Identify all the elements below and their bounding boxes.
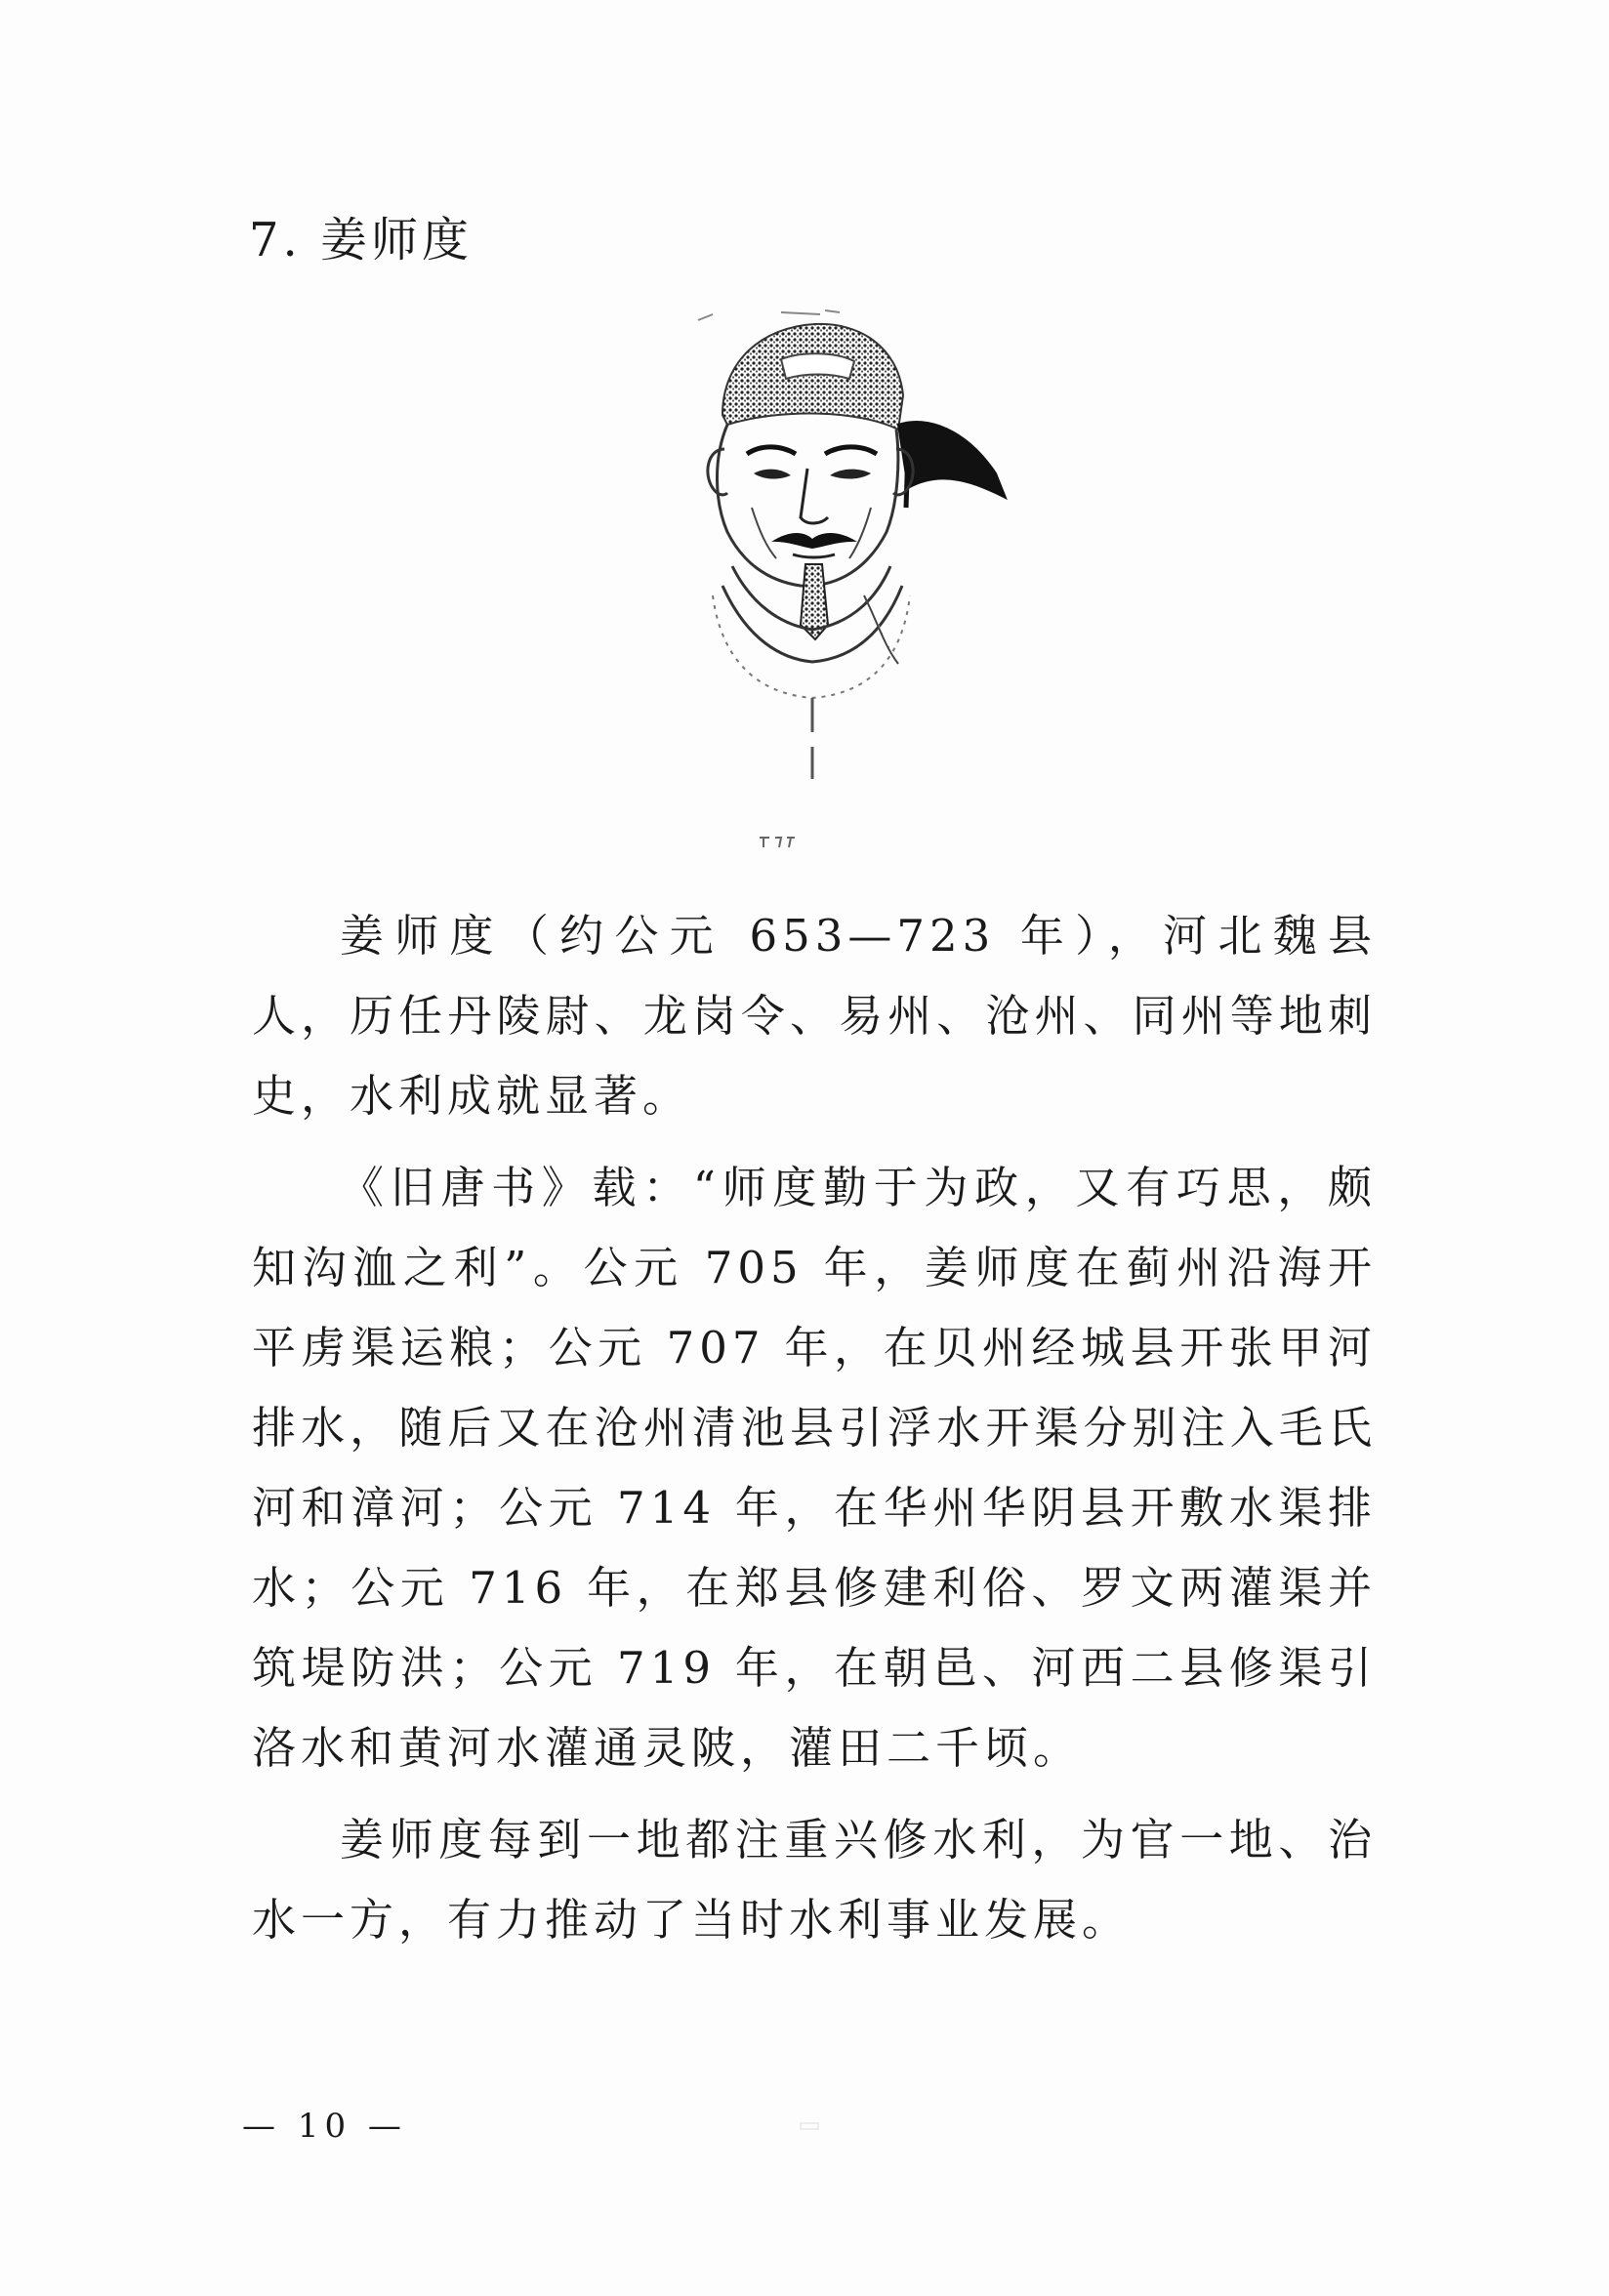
seal-mark-icon — [752, 832, 810, 851]
faint-mark-icon — [799, 2120, 820, 2132]
page-number: — 10 — — [242, 2107, 407, 2146]
paragraph: 姜师度（约公元 653—723 年），河北魏县人，历任丹陵尉、龙岗令、易州、沧州、同州等地刺史，水利成就显著。 — [252, 910, 1377, 1122]
scholar-portrait-sketch-icon — [605, 303, 1015, 781]
section-heading: 7. 姜师度 — [249, 213, 474, 267]
paragraph: 《旧唐书》载：“师度勤于为政，又有巧思，颇知沟洫之利”。公元 705 年，姜师度在蓟州沿海开平虏渠运粮；公元 707 年，在贝州经城县开张甲河排水，随后又在沧州清池县引浮水开渠分别注入毛氏河和漳河；公元 714 年，在华州华阴县开敷水渠排水；公元 716 年，在郑县修建利俗、罗文两灌渠并筑堤防洪；公元 719 年，在朝邑、河西二县修渠引洛水和黄河水灌通灵陂，灌田二千顷。 — [252, 1162, 1377, 1774]
paragraph: 姜师度每到一地都注重兴修水利，为官一地、治水一方，有力推动了当时水利事业发展。 — [252, 1814, 1377, 1946]
body-text — [252, 896, 1377, 1972]
